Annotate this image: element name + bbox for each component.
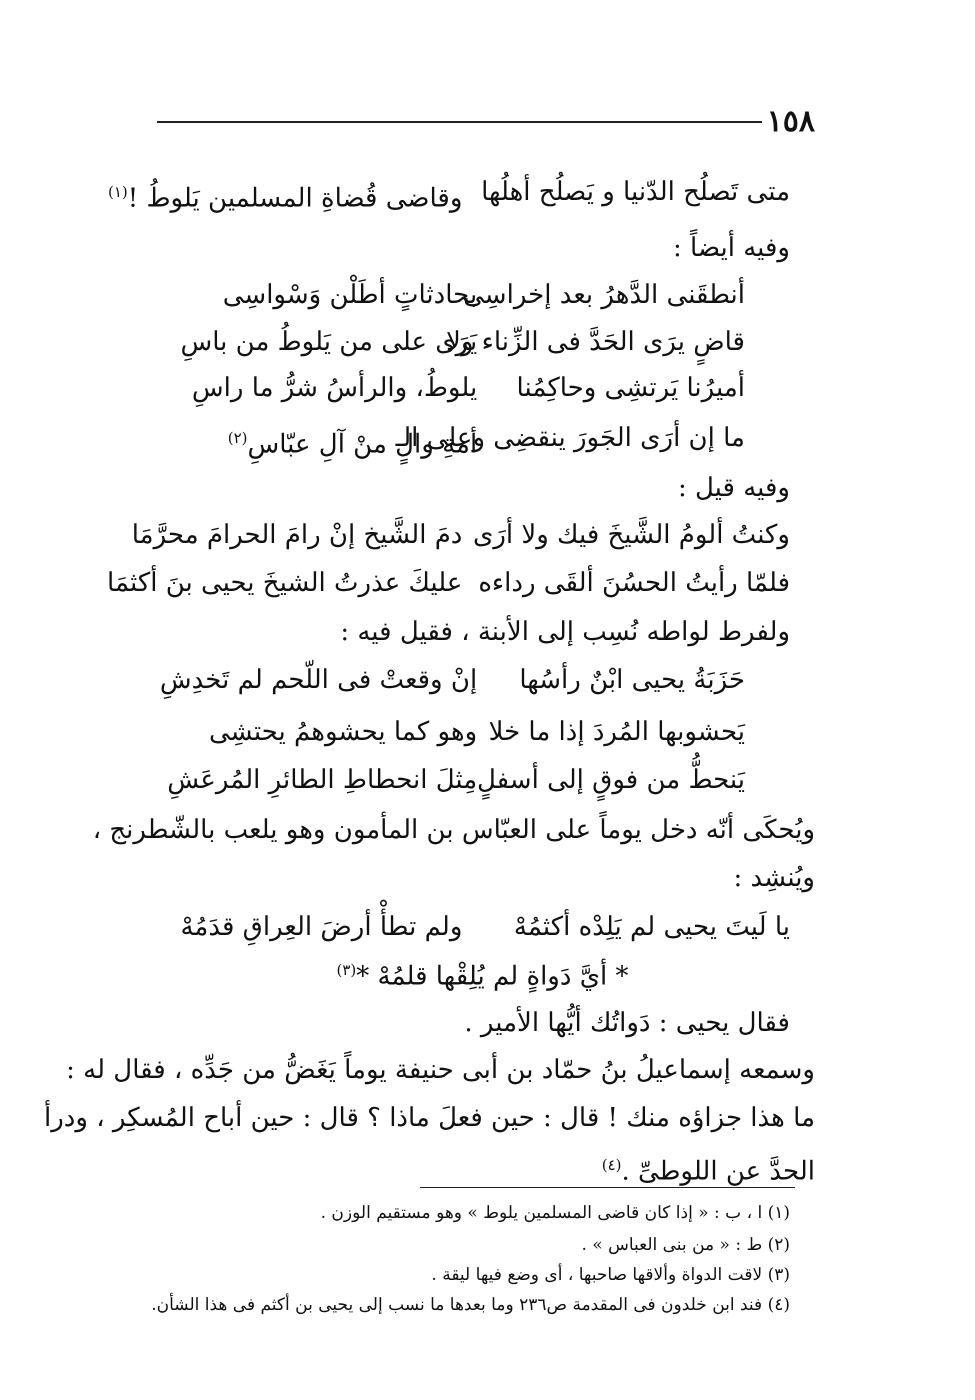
footnote-ref: (٤) xyxy=(601,1156,622,1174)
verse-hemistich-second: يلوطُ، والرأسُ شرُّ ما راسِ xyxy=(191,373,478,403)
verse-hemistich-first: حَزَبَةُ يحيى ابْنٌ رأسُها xyxy=(519,665,745,695)
footnote-ref: (٣) xyxy=(336,961,357,979)
footnote: (٣) لاقت الدواة وألاقها صاحبها ، أى وضع فيها ليقة . xyxy=(431,1265,790,1285)
footnote: (٤) فند ابن خلدون فى المقدمة ص٢٣٦ وما بعدها ما نسب إلى يحيى بن أكثم فى هذا الشأن. xyxy=(151,1295,790,1315)
verse-hemistich-first: يَنحطُّ من فوقٍ إلى أسفلٍ xyxy=(476,765,745,795)
verse-line xyxy=(160,907,790,947)
verse-line xyxy=(222,275,745,315)
verse-line-centered xyxy=(175,950,790,997)
text-line: وسمعه إسماعيلُ بنُ حمّاد بن أبى حنيفة يوماً يَغَضُّ من جَدِّه ، فقال له : xyxy=(66,1055,815,1085)
text-line: ويُحكَى أنّه دخل يوماً على العبّاس بن المأمون وهو يلعب بالشّطرنج ، xyxy=(92,815,815,845)
verse-line xyxy=(180,322,745,362)
verse-hemistich-first: ما إن أرَى الجَورَ ينقضِى وعلى الـ xyxy=(395,423,745,453)
page-number: ١٥٨ xyxy=(766,104,815,139)
verse-line xyxy=(131,515,790,555)
verse-line xyxy=(227,418,745,460)
text-line: ولفرط لواطه نُسِب إلى الأبنة ، فقيل فيه : xyxy=(340,617,790,647)
header-rule xyxy=(157,121,762,123)
verse-line xyxy=(107,563,790,603)
verse-line xyxy=(191,368,745,408)
verse-hemistich-second: إنْ وقعتْ فى اللّحم لم تَخدِشِ xyxy=(159,665,478,695)
verse-hemistich-second: مِثلَ انحطاطِ الطائرِ المُرعَشِ xyxy=(167,765,478,795)
verse-hemistich-second: يَرَى على من يَلوطُ من باسِ xyxy=(180,327,478,357)
verse-hemistich-first: متى تَصلُح الدّنيا و يَصلُح أهلُها xyxy=(481,177,790,207)
verse-hemistich-first: وكنتُ ألومُ الشَّيخَ فيك ولا أرَى xyxy=(473,520,790,550)
text-line xyxy=(130,1145,815,1192)
footnote: (١) ا ، ب : « إذا كان قاضى المسلمين يلوط » وهو مستقيم الوزن . xyxy=(320,1203,790,1223)
verse-hemistich-second xyxy=(107,172,463,219)
verse-hemistich-first: فلمّا رأيتُ الحسُنَ ألقَى رداءه xyxy=(478,568,790,598)
verse-hemistich-first: أنطقَنى الدَّهرُ بعد إخراسِى xyxy=(463,280,745,310)
text-line: ويُنشِد : xyxy=(733,863,815,893)
text-content: الحدَّ عن اللوطىِّ . xyxy=(621,1156,815,1187)
verse-text: وقاضى قُضاةِ المسلمين يَلوطُ ! xyxy=(127,183,463,214)
verse-line xyxy=(167,760,745,800)
verse-hemistich-second: عليكَ عذرتُ الشيخَ يحيى بنَ أكثمَا xyxy=(107,568,463,598)
footnote-ref: (٢) xyxy=(227,429,248,447)
verse-line xyxy=(107,172,790,214)
verse-hemistich-second: ولم تطأْ أرضَ العِراقِ قدَمُهْ xyxy=(180,912,463,942)
verse-text: * أيَّ دَواةٍ لم يُلِقْها قلمُهْ * xyxy=(356,961,629,992)
text-line: ما هذا جزاؤه منك ! قال : حين فعلَ ماذا ؟ قال : حين أباح المُسكِر ، ودرأ xyxy=(44,1103,815,1133)
text-line: وفيه أيضاً : xyxy=(673,233,790,263)
footnote-ref: (١) xyxy=(107,183,128,201)
footnote: (٢) ط : « من بنى العباس » . xyxy=(581,1235,790,1255)
verse-hemistich-second: وهو كما يحشوهمُ يحتشِى xyxy=(208,717,478,747)
verse-line xyxy=(208,712,745,752)
verse-hemistich-first: أميرُنا يَرتشِى وحاكِمُنا xyxy=(516,373,745,403)
verse-text: أمةِ والٍ منْ آلِ عبّاسِ xyxy=(247,429,478,460)
verse-hemistich-second xyxy=(227,418,478,465)
verse-line xyxy=(159,660,745,700)
verse-hemistich-second: بحادثاتٍ أطَلْن وَسْواسِى xyxy=(222,280,478,310)
verse-hemistich-first: يا لَيتَ يحيى لم يَلِدْه أكثمُهْ xyxy=(513,912,790,942)
verse-hemistich-second: دمَ الشَّيخ إنْ رامَ الحرامَ محرَّمَا xyxy=(131,520,463,550)
verse-hemistich-first: يَحشوبها المُردَ إذا ما خلا xyxy=(488,717,745,747)
footnote-rule xyxy=(420,1187,795,1188)
text-line: فقال يحيى : دَواتُك أيُّها الأمير . xyxy=(464,1008,790,1038)
text-line: وفيه قيل : xyxy=(677,473,790,503)
verse-hemistich-first: قاضٍ يرَى الحَدَّ فى الزِّناء ولا xyxy=(446,327,745,357)
